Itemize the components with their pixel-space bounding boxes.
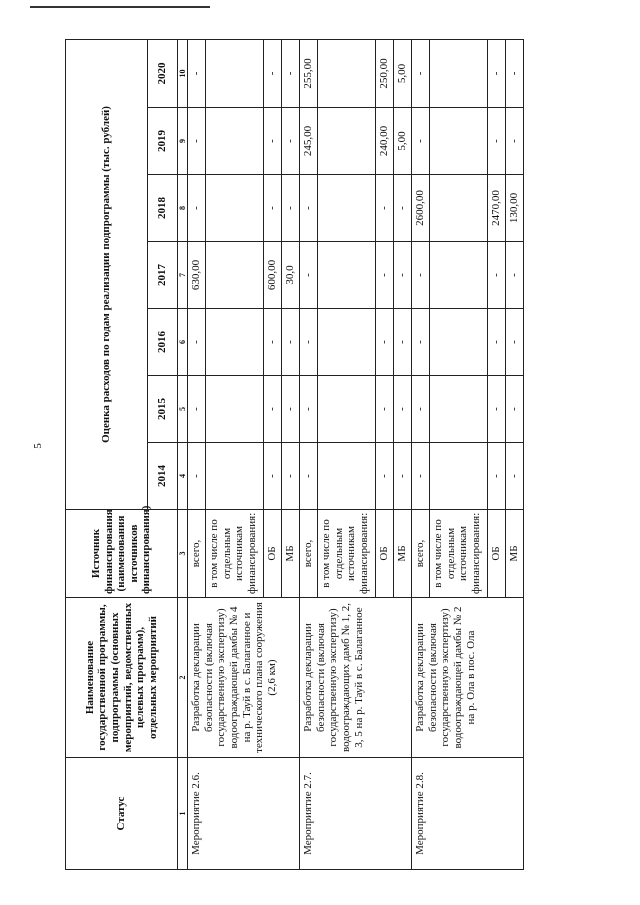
column-number: 8 bbox=[178, 175, 188, 242]
year-value bbox=[318, 309, 376, 376]
budget-table-sheet bbox=[65, 40, 610, 870]
year-value bbox=[318, 376, 376, 443]
year-value: - bbox=[376, 376, 394, 443]
year-value bbox=[206, 108, 264, 175]
year-value: - bbox=[188, 175, 206, 242]
funding-source: ОБ bbox=[264, 510, 282, 598]
year-value: - bbox=[188, 443, 206, 510]
budget-table bbox=[65, 39, 524, 870]
year-value: 255,00 bbox=[300, 39, 318, 107]
year-value: - bbox=[282, 376, 300, 443]
page-number: 5 bbox=[32, 443, 44, 449]
header-year: 2018 bbox=[148, 175, 178, 242]
table-body bbox=[188, 39, 524, 869]
year-value: - bbox=[506, 108, 524, 175]
year-value bbox=[430, 443, 488, 510]
year-value bbox=[430, 108, 488, 175]
measure-status: Мероприятие 2.6. bbox=[188, 758, 300, 870]
column-number: 5 bbox=[178, 376, 188, 443]
funding-source: МБ bbox=[394, 510, 412, 598]
year-value: 250,00 bbox=[376, 39, 394, 107]
year-value bbox=[318, 443, 376, 510]
year-value: - bbox=[300, 376, 318, 443]
column-number: 1 bbox=[178, 758, 188, 870]
year-value: 2600,00 bbox=[412, 175, 430, 242]
year-value bbox=[318, 242, 376, 309]
year-value: - bbox=[506, 242, 524, 309]
year-value: 30,0 bbox=[282, 242, 300, 309]
year-value: - bbox=[488, 309, 506, 376]
year-value bbox=[318, 175, 376, 242]
header-year: 2020 bbox=[148, 39, 178, 107]
year-value: - bbox=[412, 376, 430, 443]
header-year: 2016 bbox=[148, 309, 178, 376]
year-value: - bbox=[264, 175, 282, 242]
column-number: 2 bbox=[178, 598, 188, 758]
year-value bbox=[430, 376, 488, 443]
year-value bbox=[206, 376, 264, 443]
year-value: - bbox=[376, 242, 394, 309]
funding-source: в том числе по отдельным источникам финансирования: bbox=[430, 510, 488, 598]
year-value: - bbox=[264, 39, 282, 107]
year-value: - bbox=[188, 39, 206, 107]
year-value: - bbox=[412, 242, 430, 309]
year-value: 600,00 bbox=[264, 242, 282, 309]
year-value: - bbox=[394, 309, 412, 376]
year-value: - bbox=[488, 376, 506, 443]
measure-name: Разработка декларации безопасности (включая государственную экспертизу) водоограждающих дамб № 1, 2, 3, 5 на р. Тауй в с. Балаганное bbox=[300, 598, 412, 758]
funding-source: в том числе по отдельным источникам финансирования: bbox=[206, 510, 264, 598]
header-source: Источник финансирования (наименования источников финансирования) bbox=[66, 510, 178, 598]
year-value: - bbox=[376, 443, 394, 510]
year-value: 5,00 bbox=[394, 108, 412, 175]
year-value bbox=[430, 309, 488, 376]
year-value: 630,00 bbox=[188, 242, 206, 309]
year-value bbox=[206, 175, 264, 242]
year-value: - bbox=[264, 309, 282, 376]
year-value: - bbox=[394, 242, 412, 309]
table-row bbox=[412, 39, 430, 869]
year-value: - bbox=[412, 39, 430, 107]
year-value: - bbox=[412, 309, 430, 376]
measure-status: Мероприятие 2.8. bbox=[412, 758, 524, 870]
funding-source: МБ bbox=[282, 510, 300, 598]
header-year: 2017 bbox=[148, 242, 178, 309]
year-value: - bbox=[188, 376, 206, 443]
column-number: 3 bbox=[178, 510, 188, 598]
year-value: - bbox=[488, 443, 506, 510]
year-value bbox=[430, 242, 488, 309]
column-number: 10 bbox=[178, 39, 188, 107]
year-value: - bbox=[506, 309, 524, 376]
year-value bbox=[318, 108, 376, 175]
column-number: 4 bbox=[178, 443, 188, 510]
year-value: - bbox=[300, 175, 318, 242]
year-value: - bbox=[376, 175, 394, 242]
year-value: - bbox=[506, 376, 524, 443]
funding-source: всего, bbox=[412, 510, 430, 598]
year-value: - bbox=[188, 309, 206, 376]
year-value: 5,00 bbox=[394, 39, 412, 107]
column-number: 6 bbox=[178, 309, 188, 376]
measure-status: Мероприятие 2.7. bbox=[300, 758, 412, 870]
year-value: - bbox=[282, 175, 300, 242]
column-number: 7 bbox=[178, 242, 188, 309]
year-value: - bbox=[394, 376, 412, 443]
year-value: - bbox=[282, 309, 300, 376]
year-value: - bbox=[264, 108, 282, 175]
year-value: - bbox=[282, 108, 300, 175]
year-value: - bbox=[376, 309, 394, 376]
header-status: Статус bbox=[66, 758, 178, 870]
year-value bbox=[430, 39, 488, 107]
year-value bbox=[206, 309, 264, 376]
funding-source: всего, bbox=[188, 510, 206, 598]
year-value: - bbox=[282, 39, 300, 107]
measure-name: Разработка декларации безопасности (включая государственную экспертизу) водоограждающей дамбы № 2 на р. Ола в пос. Ола bbox=[412, 598, 524, 758]
funding-source: в том числе по отдельным источникам финансирования: bbox=[318, 510, 376, 598]
table-row bbox=[300, 39, 318, 869]
funding-source: всего, bbox=[300, 510, 318, 598]
measure-name: Разработка декларации безопасности (включая государственную экспертизу) водоограждающей дамбы № 4 на р. Тауй в с. Балаганное и технического плана сооружения (2,6 км) bbox=[188, 598, 300, 758]
year-value bbox=[206, 242, 264, 309]
year-value: - bbox=[488, 39, 506, 107]
year-value: - bbox=[412, 108, 430, 175]
header-name: Наименование государственной программы, подпрограммы (основных мероприятий, ведомственных целевых программ), отдельных мероприятий bbox=[66, 598, 178, 758]
year-value: 240,00 bbox=[376, 108, 394, 175]
year-value: - bbox=[488, 108, 506, 175]
column-number: 9 bbox=[178, 108, 188, 175]
year-value: - bbox=[188, 108, 206, 175]
funding-source: МБ bbox=[506, 510, 524, 598]
year-value: - bbox=[282, 443, 300, 510]
header-year: 2019 bbox=[148, 108, 178, 175]
year-value: 245,00 bbox=[300, 108, 318, 175]
year-value bbox=[206, 39, 264, 107]
funding-source: ОБ bbox=[376, 510, 394, 598]
year-value: 2470,00 bbox=[488, 175, 506, 242]
header-year: 2015 bbox=[148, 376, 178, 443]
year-value: - bbox=[506, 39, 524, 107]
header-estimate: Оценка расходов по годам реализации подпрограммы (тыс. рублей) bbox=[66, 39, 148, 509]
header-year: 2014 bbox=[148, 443, 178, 510]
year-value: - bbox=[300, 242, 318, 309]
year-value: - bbox=[264, 443, 282, 510]
year-value: - bbox=[300, 309, 318, 376]
year-value bbox=[206, 443, 264, 510]
year-value: - bbox=[300, 443, 318, 510]
year-value bbox=[430, 175, 488, 242]
year-value: - bbox=[412, 443, 430, 510]
funding-source: ОБ bbox=[488, 510, 506, 598]
year-value: - bbox=[394, 175, 412, 242]
year-value: - bbox=[264, 376, 282, 443]
year-value: - bbox=[506, 443, 524, 510]
year-value: - bbox=[394, 443, 412, 510]
year-value bbox=[318, 39, 376, 107]
top-rule bbox=[30, 6, 210, 8]
table-row bbox=[188, 39, 206, 869]
year-value: 130,00 bbox=[506, 175, 524, 242]
year-value: - bbox=[488, 242, 506, 309]
